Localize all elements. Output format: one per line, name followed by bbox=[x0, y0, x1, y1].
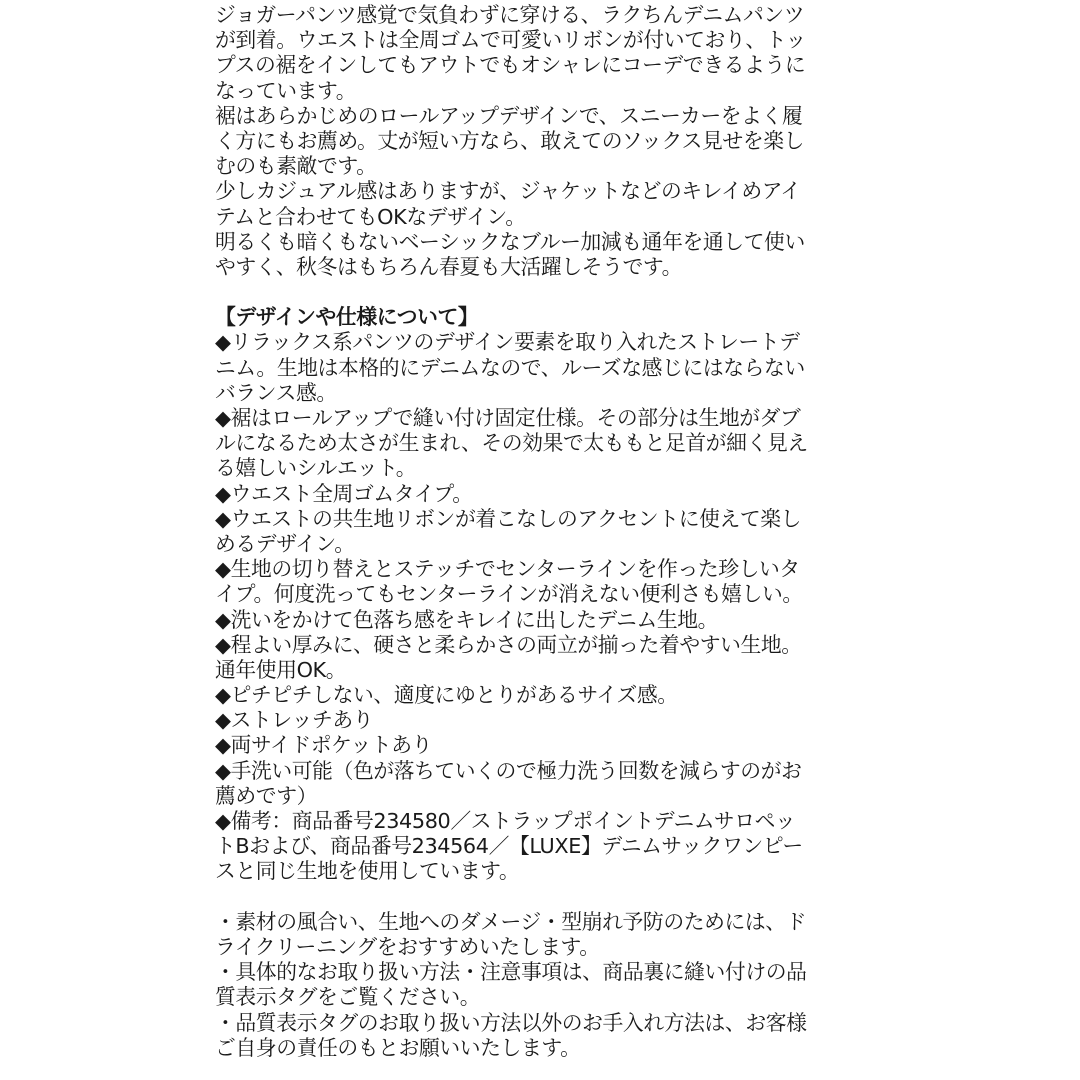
design-section bbox=[215, 305, 865, 884]
intro-line: ジョガーパンツ感覚で気負わずに穿ける、ラクちんデニムパンツ bbox=[215, 3, 805, 27]
intro-line: テムと合わせてもOKなデザイン。 bbox=[215, 204, 526, 229]
spec-line: ルになるため太さが生まれ、その効果で太ももと足首が細く見え bbox=[215, 431, 808, 456]
spec-line: ◆程よい厚みに、硬さと柔らかさの両立が揃った着やすい生地。 bbox=[215, 632, 802, 657]
intro-line: く方にもお薦め。丈が短い方なら、敢えてのソックス見せを楽し bbox=[215, 128, 805, 153]
care-line: ライクリーニングをおすすめいたします。 bbox=[215, 934, 600, 959]
care-line: ご自身の責任のもとお願いいたします。 bbox=[215, 1035, 581, 1060]
intro-line: 少しカジュアル感はありますが、ジャケットなどのキレイめアイ bbox=[215, 179, 801, 204]
care-line: ・具体的なお取り扱い方法・注意事項は、商品裏に縫い付けの品 bbox=[215, 960, 807, 985]
spec-line: ◆生地の切り替えとステッチでセンターラインを作った珍しいタ bbox=[215, 557, 800, 582]
spec-line: ◆ウエストの共生地リボンが着こなしのアクセントに使えて楽し bbox=[215, 506, 802, 531]
spec-line: イプ。何度洗ってもセンターラインが消えない便利さも嬉しい。 bbox=[215, 582, 803, 607]
spec-line: ◆リラックス系パンツのデザイン要素を取り入れたストレートデ bbox=[215, 330, 800, 355]
care-line: ・素材の風合い、生地へのダメージ・型崩れ予防のためには、ド bbox=[215, 909, 807, 934]
spec-line: スと同じ生地を使用しています。 bbox=[215, 859, 520, 884]
spec-line: ◆洗いをかけて色落ち感をキレイに出したデニム生地。 bbox=[215, 607, 719, 632]
spec-line: ◆備考：商品番号234580／ストラップポイントデニムサロペッ bbox=[215, 809, 796, 833]
intro-line: 裾はあらかじめのロールアップデザインで、スニーカーをよく履 bbox=[215, 103, 803, 128]
product-description bbox=[215, 3, 865, 1061]
spec-line: ◆両サイドポケットあり bbox=[215, 733, 433, 758]
intro-line: 明るくも暗くもないベーシックなブルー加減も通年を通して使い bbox=[215, 229, 805, 254]
section-heading: 【デザインや仕様について】 bbox=[215, 305, 479, 330]
spec-line: ◆ピチピチしない、適度にゆとりがあるサイズ感。 bbox=[215, 683, 678, 708]
spec-line: ニム。生地は本格的にデニムなので、ルーズな感じにはならない bbox=[215, 355, 805, 380]
spec-line: る嬉しいシルエット。 bbox=[215, 456, 417, 481]
intro-line: やすく、秋冬はもちろん春夏も大活躍しそうです。 bbox=[215, 254, 683, 279]
spacer bbox=[215, 280, 865, 305]
intro-line: むのも素敵です。 bbox=[215, 154, 377, 179]
spec-line: ◆裾はロールアップで縫い付け固定仕様。その部分は生地がダブ bbox=[215, 406, 801, 430]
spec-line: めるデザイン。 bbox=[215, 531, 355, 556]
spec-line: トBおよび、商品番号234564／【LUXE】デニムサックワンピー bbox=[215, 834, 803, 859]
intro-line: プスの裾をインしてもアウトでもオシャレにコーデできるように bbox=[215, 53, 806, 78]
care-section bbox=[215, 910, 865, 1061]
intro-line: が到着。ウエストは全周ゴムで可愛いリボンが付いており、トッ bbox=[215, 28, 806, 53]
care-line: ・品質表示タグのお取り扱い方法以外のお手入れ方法は、お客様 bbox=[215, 1010, 807, 1035]
spec-line: 通年使用OK。 bbox=[215, 657, 347, 682]
intro-line: なっています。 bbox=[215, 78, 357, 103]
spec-line: 薦めです） bbox=[215, 783, 317, 808]
spec-line: バランス感。 bbox=[215, 380, 337, 405]
spec-line: ◆ウエスト全周ゴムタイプ。 bbox=[215, 481, 473, 506]
intro-section bbox=[215, 3, 865, 280]
care-line: 質表示タグをご覧ください。 bbox=[215, 985, 481, 1010]
spec-line: ◆ストレッチあり bbox=[215, 708, 374, 733]
spacer bbox=[215, 885, 865, 910]
spec-line: ◆手洗い可能（色が落ちていくので極力洗う回数を減らすのがお bbox=[215, 758, 802, 783]
